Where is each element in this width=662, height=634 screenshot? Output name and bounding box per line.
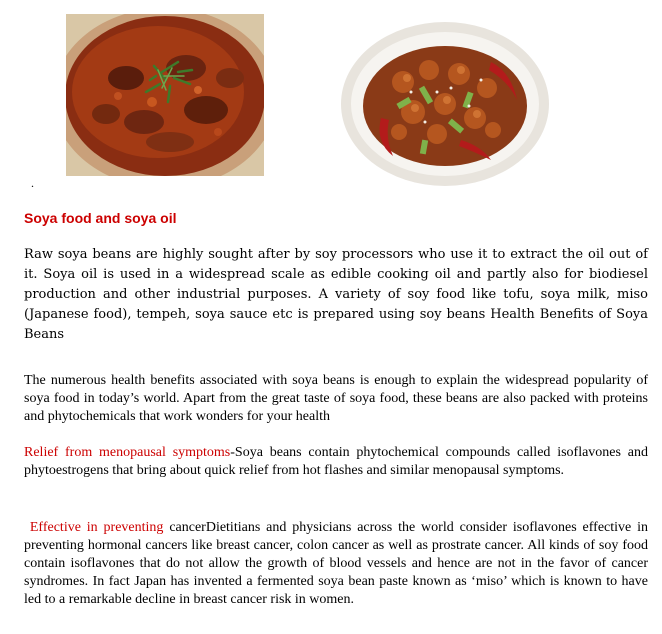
cancer-label: Effective in preventing	[29, 520, 164, 535]
soya-curry-picture	[66, 14, 264, 176]
intro-paragraph: Raw soya beans are highly sought after by soy processors who use it to extract the oil out of it. Soya oil is used in a widespread scale as edible cooking oil and partly also for biodiesel production and other industrial purposes. A variety of soy food like tofu, soya milk, miso (Japanese food), tempeh, soya sauce etc is prepared using soy beans Health Benefits of Soya Beans	[24, 247, 648, 342]
soya-chilli-bowl-image	[341, 22, 549, 186]
cancer-text: cancerDietitians and physicians across the world consider isoflavones effective in preventing hormonal cancers like breast cancer, colon cancer as well as prostrate cancer. All kinds of soy food contain isoflavones that do not allow the growth of blood vessels and hence are not in the favor of cancer syndromes. In fact Japan has invented a fermented soya bean paste known as ‘miso’ which is known to have led to a remarkable decline in breast cancer risk in women.	[24, 520, 648, 607]
menopause-label: Relief from menopausal symptoms	[24, 445, 231, 460]
soya-curry-image	[66, 14, 264, 176]
menopause-text: -Soya beans contain phytochemical compounds called isoflavones and phytoestrogens that bring about quick relief from hot flashes and similar menopausal symptoms.	[24, 445, 648, 478]
section-heading: Soya food and soya oil	[24, 210, 177, 226]
stray-mark: .	[31, 176, 34, 190]
soya-chilli-bowl-picture	[341, 22, 549, 186]
benefits-paragraph: The numerous health benefits associated with soya beans is enough to explain the widespread popularity of soya food in today’s world. Apart from the great taste of soya food, these beans are also packed with proteins and phytochemicals that work wonders for your health	[24, 373, 648, 424]
menopause-paragraph	[24, 444, 648, 480]
cancer-paragraph	[24, 519, 648, 609]
